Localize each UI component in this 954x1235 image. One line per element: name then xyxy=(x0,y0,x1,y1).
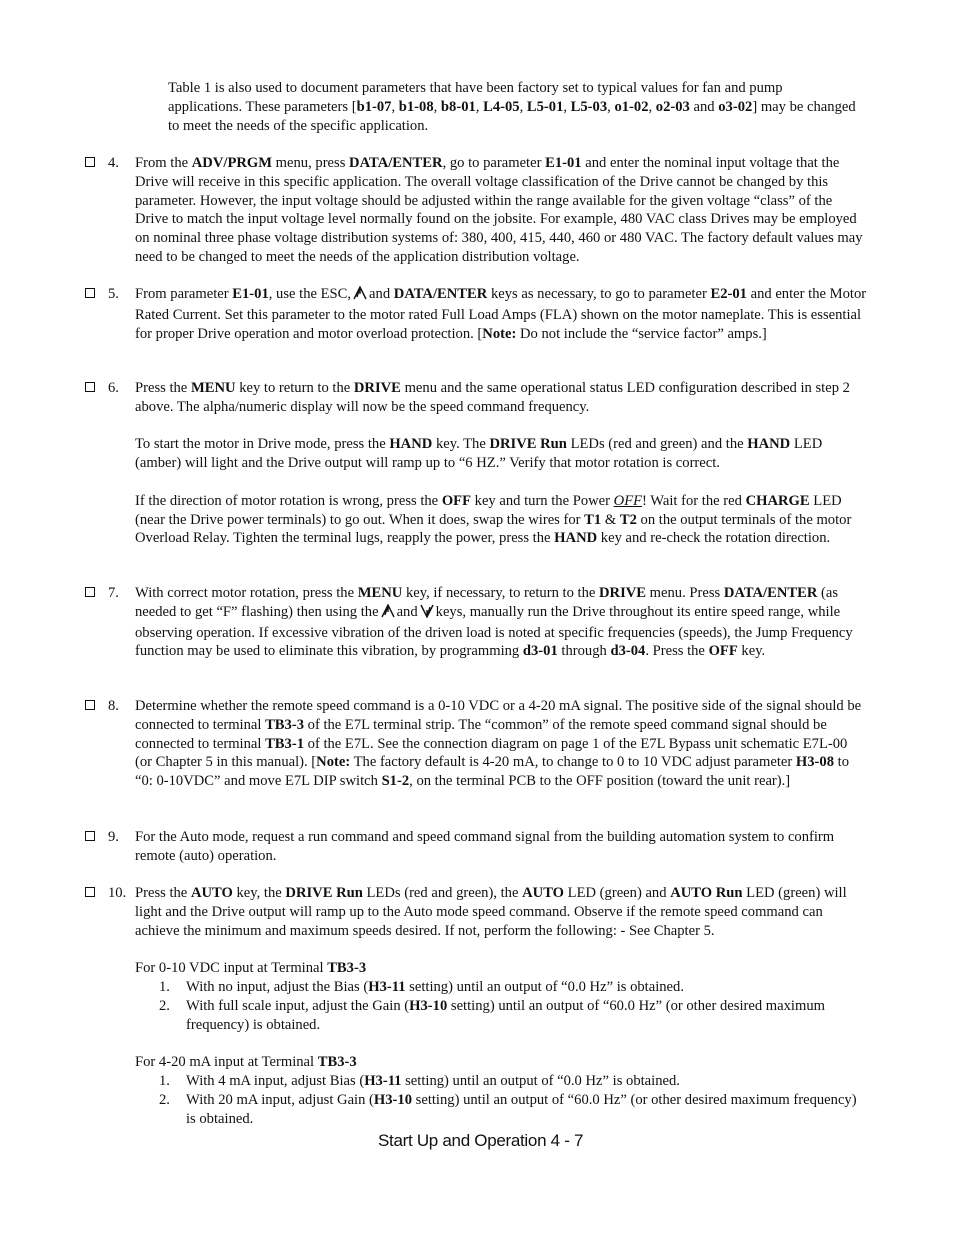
checkbox-icon[interactable] xyxy=(85,587,95,597)
vdc-heading: For 0-10 VDC input at Terminal TB3-3 xyxy=(135,960,367,977)
intro-paragraph: Table 1 is also used to document parameters that have been factory set to typical values for fan and pump applications. These parameters [b1-07, b1-08, b8-01, L4-05, L5-01, L5-03, o1-02, o2-03 and o3-02] may be changed to meet the needs of the specific application. xyxy=(168,80,856,134)
step-10 xyxy=(84,884,874,1128)
step-number: 4. xyxy=(108,155,119,171)
vdc-item-1: 1. With no input, adjust the Bias (H3-11 setting) until an output of “0.0 Hz” is obtained. xyxy=(159,978,684,995)
step-number: 9. xyxy=(108,829,119,845)
checkbox-icon[interactable] xyxy=(85,700,95,710)
ma-heading: For 4-20 mA input at Terminal TB3-3 xyxy=(135,1054,357,1071)
checkbox-icon[interactable] xyxy=(85,382,95,392)
step-number: 7. xyxy=(108,585,119,601)
step-7 xyxy=(84,584,874,661)
step-8 xyxy=(84,697,874,791)
checkbox-icon[interactable] xyxy=(85,157,95,167)
checkbox-icon[interactable] xyxy=(85,831,95,841)
step-text: From parameter E1-01, use the ESC, and DATA/ENTER keys as necessary, to go to parameter E2-01 and enter the Motor Rated Current. Set this parameter to the motor rated Full Load Amps (FLA) shown on the motor nameplate. This is essential for proper Drive operation and motor overload protection. [Note: Do not include the “service factor” amps.] xyxy=(135,286,867,342)
down-arrow-key-icon xyxy=(420,604,434,624)
step-text: With correct motor rotation, press the MENU key, if necessary, to return to the DRIVE menu. Press DATA/ENTER (as needed to get “F” flashing) then using the and keys, manually run the Drive throughout its entire speed range, while observing operation. If excessive vibration of the driven load is noted at specific frequencies (speeds), the Jump Frequency function may be used to eliminate this vibration, by programming d3-01 through d3-04. Press the OFF key. xyxy=(135,585,853,660)
up-arrow-key-icon xyxy=(353,286,367,306)
vdc-item-2: 2. With full scale input, adjust the Gain (H3-10 setting) until an output of “60.0 Hz” (or other desired maximum frequency) is obtained. xyxy=(159,997,825,1033)
step-text: For the Auto mode, request a run command and speed command signal from the building automation system to confirm remote (auto) operation. xyxy=(135,829,835,864)
checkbox-icon[interactable] xyxy=(85,887,95,897)
step-5 xyxy=(84,285,874,343)
step-number: 10. xyxy=(108,885,127,901)
step-number: 5. xyxy=(108,286,119,302)
up-arrow-key-icon xyxy=(381,604,395,624)
step-text: Press the MENU key to return to the DRIVE menu and the same operational status LED configuration described in step 2 above. The alpha/numeric display will now be the speed command frequency. To start the motor in Drive mode, press the HAND key. The DRIVE Run LEDs (red and green) and the HAND LED (amber) will light and the Drive output will ramp up to “6 HZ.” Verify that motor rotation is correct. If the direction of motor rotation is wrong, press the OFF key and turn the Power OFF! Wait for the red CHARGE LED (near the Drive power terminals) to go out. When it does, swap the wires for T1 & T2 on the output terminals of the motor Overload Relay. Tighten the terminal lugs, reapply the power, press the HAND key and re-check the rotation direction. xyxy=(135,380,852,547)
ma-item-2: 2. With 20 mA input, adjust Gain (H3-10 setting) until an output of “60.0 Hz” (or other desired maximum frequency) is obtained. xyxy=(159,1091,857,1127)
step-number: 6. xyxy=(108,380,119,396)
page-footer: Start Up and Operation 4 - 7 xyxy=(378,1131,584,1150)
step-6 xyxy=(84,379,874,548)
step-9 xyxy=(84,828,874,866)
step-number: 8. xyxy=(108,698,119,714)
step-text: Press the AUTO key, the DRIVE Run LEDs (red and green), the AUTO LED (green) and AUTO Run LED (green) will light and the Drive output will ramp up to the Auto mode speed command. Observe if the remote speed command can achieve the minimum and maximum speeds desired. If not, perform the following: - See Chapter 5. For 0-10 VDC input at Terminal TB3-3 1. With no input, adjust the Bias (H3-11 setting) until an output of “0.0 Hz” is obtained. 2. With full scale input, adjust the Gain (H3-10 setting) until an output of “60.0 Hz” (or other desired maximum frequency) is obtained. For 4-20 mA input at Terminal TB3-3 1. With 4 mA input, adjust Bias (H3-11 setting) until an output of “0.0 Hz” is obtained. 2. With 20 mA input, adjust Gain (H3-10 setting) until an output of “60.0 Hz” (or other desired maximum frequency) is obtained. xyxy=(135,884,867,1128)
step-text: From the ADV/PRGM menu, press DATA/ENTER, go to parameter E1-01 and enter the nominal input voltage that the Drive will receive in this specific application. The overall voltage classification of the Drive cannot be changed by this parameter. However, the input voltage should be adjusted within the range available for the given voltage “class” of the Drive to match the input voltage level normally found on the jobsite. For example, 480 VAC class Drives may be employed on nominal three phase voltage distribution systems of: 380, 400, 415, 440, 460 or 480 VAC. The factory default values may need to be changed to meet the needs of the application distribution voltage. xyxy=(135,155,863,265)
step-4 xyxy=(84,154,874,267)
step-text: Determine whether the remote speed command is a 0-10 VDC or a 4-20 mA signal. The positive side of the signal should be connected to terminal TB3-3 of the E7L terminal strip. The “common” of the remote speed command signal should be connected to terminal TB3-1 of the E7L. See the connection diagram on page 1 of the E7L Bypass unit schematic E7L-00 (or Chapter 5 in this manual). [Note: The factory default is 4-20 mA, to change to 0 to 10 VDC adjust parameter H3-08 to “0: 0-10VDC” and move E7L DIP switch S1-2, on the terminal PCB to the OFF position (toward the unit rear).] xyxy=(135,698,862,790)
ma-item-1: 1. With 4 mA input, adjust Bias (H3-11 setting) until an output of “0.0 Hz” is obtained. xyxy=(159,1072,680,1089)
checkbox-icon[interactable] xyxy=(85,288,95,298)
